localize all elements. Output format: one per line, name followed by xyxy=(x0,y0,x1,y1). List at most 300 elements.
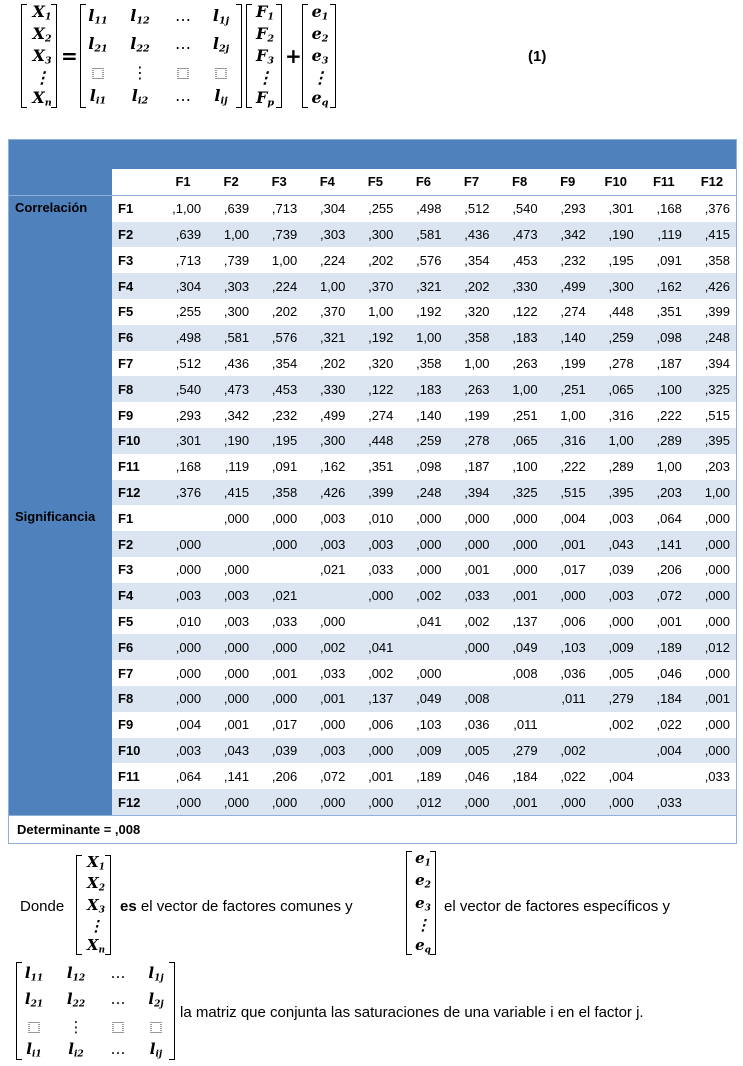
row-label: F10 xyxy=(112,738,159,764)
x-entry: $X_1$ xyxy=(32,2,52,23)
equals-sign: = xyxy=(61,44,78,68)
matrix-cell: ,000 xyxy=(207,686,255,712)
matrix-cell: ,639 xyxy=(159,222,207,248)
matrix-entry: $l_{21}$ xyxy=(24,990,44,1010)
matrix-cell: ,232 xyxy=(271,407,298,423)
column-header: F2 xyxy=(207,169,255,195)
matrix-cell: ,000 xyxy=(464,510,490,526)
matrix-cell: ,358 xyxy=(704,252,730,268)
matrix-cell: ,192 xyxy=(416,304,442,320)
row-label: F9 xyxy=(118,717,134,733)
matrix-cell: ,289 xyxy=(640,428,688,454)
row-label: F10 xyxy=(112,428,159,454)
row-label: F9 xyxy=(118,407,134,423)
bracket-right xyxy=(169,962,175,1060)
matrix-cell: ,358 xyxy=(416,355,442,371)
matrix-table xyxy=(9,169,736,843)
table-row xyxy=(9,531,736,557)
matrix-entry: $l_{12}$ xyxy=(130,6,150,27)
column-header: F8 xyxy=(496,169,544,195)
matrix-cell xyxy=(303,583,351,609)
row-label: F2 xyxy=(112,222,159,248)
x-entry: ⋮ xyxy=(88,916,104,935)
matrix-cell: ,065 xyxy=(592,376,640,402)
matrix-cell: ,041 xyxy=(416,613,442,629)
matrix-entry: $l_{2j}$ xyxy=(212,34,230,55)
matrix-entry: … xyxy=(110,964,126,982)
matrix-cell: ,091 xyxy=(656,252,682,268)
bracket-right xyxy=(430,851,436,955)
matrix-entry: … xyxy=(110,990,126,1008)
matrix-cell: ,168 xyxy=(175,459,202,475)
matrix-entry: … xyxy=(175,6,191,25)
matrix-cell: ,000 xyxy=(496,531,544,557)
matrix-cell: ,000 xyxy=(688,738,736,764)
x-entry: $X_3$ xyxy=(87,895,105,915)
e-entry: ⋮ xyxy=(415,915,431,934)
matrix-cell: ,000 xyxy=(320,717,346,733)
matrix-cell: ,370 xyxy=(320,304,346,320)
matrix-cell: ,000 xyxy=(688,583,736,609)
matrix-entry: $l_{i1}$ xyxy=(89,86,107,107)
matrix-cell: ,515 xyxy=(544,480,592,506)
correlation-matrix-table xyxy=(8,139,737,844)
x-entry: $X_1$ xyxy=(87,853,105,873)
matrix-entry: $l_{i2}$ xyxy=(68,1040,84,1060)
correlation-label: Correlación xyxy=(9,195,112,505)
matrix-cell: ,415 xyxy=(688,222,736,248)
x-entry: ⋮ xyxy=(34,68,50,87)
f-entry: $F_1$ xyxy=(255,2,275,23)
matrix-cell: ,000 xyxy=(159,634,207,660)
es-word: es xyxy=(120,898,137,915)
table-row xyxy=(9,789,736,815)
matrix-cell: ,300 xyxy=(592,273,640,299)
matrix-cell: ,065 xyxy=(496,428,544,454)
matrix-cell: ,039 xyxy=(255,738,303,764)
table-row xyxy=(9,273,736,299)
table-row xyxy=(9,299,736,325)
matrix-cell: ,279 xyxy=(496,738,544,764)
matrix-cell: ,316 xyxy=(608,407,634,423)
matrix-cell: ,000 xyxy=(351,738,399,764)
matrix-cell: ,004 xyxy=(608,768,634,784)
matrix-cell: ,000 xyxy=(175,665,202,681)
e-entry: $e_3$ xyxy=(415,893,431,913)
x-entry: $X_2$ xyxy=(87,874,105,894)
matrix-cell: ,004 xyxy=(560,510,586,526)
matrix-cell: ,251 xyxy=(512,407,538,423)
bracket-right xyxy=(51,4,57,108)
matrix-cell: ,576 xyxy=(416,252,442,268)
matrix-cell: ,011 xyxy=(544,686,592,712)
matrix-cell: ,304 xyxy=(159,273,207,299)
matrix-cell: ,184 xyxy=(640,686,688,712)
table-row xyxy=(9,634,736,660)
matrix-cell: ,064 xyxy=(175,768,202,784)
matrix-cell: ,119 xyxy=(224,459,250,475)
matrix-cell: ,358 xyxy=(447,325,495,351)
matrix-cell xyxy=(688,789,736,815)
matrix-cell: ,000 xyxy=(271,510,298,526)
matrix-cell: ,162 xyxy=(320,459,346,475)
matrix-cell: ,540 xyxy=(159,376,207,402)
matrix-cell: ,301 xyxy=(159,428,207,454)
matrix-entry: $l_{ij}$ xyxy=(214,86,228,107)
f-entry: $F_3$ xyxy=(255,46,275,67)
matrix-cell: ,033 xyxy=(447,583,495,609)
matrix-cell: ,005 xyxy=(608,665,634,681)
matrix-cell: ,001 xyxy=(223,717,250,733)
table-row xyxy=(9,609,736,635)
matrix-cell: ,453 xyxy=(255,376,303,402)
matrix-cell: ,000 xyxy=(704,665,730,681)
matrix-cell: ,141 xyxy=(223,768,250,784)
matrix-cell: ,021 xyxy=(320,562,346,578)
matrix-cell: ,000 xyxy=(223,665,250,681)
column-header: F3 xyxy=(255,169,303,195)
matrix-cell: ,000 xyxy=(704,510,730,526)
matrix-cell: ,002 xyxy=(464,613,490,629)
matrix-cell: ,041 xyxy=(351,634,399,660)
determinant-row xyxy=(9,815,736,843)
matrix-cell xyxy=(592,738,640,764)
matrix-cell: ,303 xyxy=(303,222,351,248)
matrix-cell: ,394 xyxy=(447,480,495,506)
matrix-cell: ,248 xyxy=(688,325,736,351)
factor-vector xyxy=(251,4,279,108)
matrix-cell: ,713 xyxy=(271,201,298,217)
matrix-entry: … xyxy=(175,34,191,53)
matrix-cell: ,049 xyxy=(496,634,544,660)
row-label: F3 xyxy=(118,252,134,268)
matrix-entry: $l_{1j}$ xyxy=(148,964,164,984)
matrix-cell: ,330 xyxy=(303,376,351,402)
matrix-cell: ,000 xyxy=(255,789,303,815)
matrix-cell: ,453 xyxy=(512,252,538,268)
matrix-cell: ,739 xyxy=(255,222,303,248)
matrix-cell: ,187 xyxy=(464,459,490,475)
matrix-cell: 1,00 xyxy=(399,325,447,351)
matrix-entry xyxy=(178,65,189,81)
matrix-cell xyxy=(351,609,399,635)
row-label: F8 xyxy=(112,376,159,402)
corner-cell xyxy=(9,169,112,195)
loadings-matrix xyxy=(80,4,242,108)
matrix-cell: ,189 xyxy=(640,634,688,660)
matrix-cell: ,010 xyxy=(175,613,202,629)
matrix-entry: $l_{ij}$ xyxy=(149,1040,163,1060)
row-label: F2 xyxy=(112,531,159,557)
matrix-cell: ,274 xyxy=(368,407,394,423)
matrix-cell: ,436 xyxy=(447,222,495,248)
matrix-cell: ,119 xyxy=(640,222,688,248)
matrix-cell xyxy=(207,531,255,557)
matrix-cell: ,300 xyxy=(303,428,351,454)
matrix-cell: ,000 xyxy=(223,510,250,526)
matrix-cell: ,000 xyxy=(704,613,730,629)
table-row xyxy=(9,428,736,454)
matrix-entry: $l_{21}$ xyxy=(88,34,108,55)
matrix-cell: ,004 xyxy=(640,738,688,764)
matrix-cell: ,011 xyxy=(513,717,538,733)
matrix-cell: ,448 xyxy=(608,304,634,320)
matrix-cell: ,473 xyxy=(207,376,255,402)
matrix-cell: ,000 xyxy=(416,562,442,578)
matrix-cell: ,263 xyxy=(447,376,495,402)
row-label: F7 xyxy=(118,665,134,681)
matrix-entry xyxy=(29,1020,40,1035)
matrix-cell: ,001 xyxy=(656,613,682,629)
matrix-cell: ,022 xyxy=(656,717,682,733)
matrix-cell: ,003 xyxy=(608,510,634,526)
table-row xyxy=(9,454,736,480)
matrix-cell: ,206 xyxy=(271,768,298,784)
matrix-cell: ,033 xyxy=(704,768,730,784)
matrix-cell: ,199 xyxy=(464,407,490,423)
table-row xyxy=(9,351,736,377)
matrix-cell: ,1,00 xyxy=(172,201,202,217)
matrix-cell: 1,00 xyxy=(496,376,544,402)
matrix-cell: ,499 xyxy=(544,273,592,299)
matrix-cell: ,000 xyxy=(592,789,640,815)
matrix-cell: ,003 xyxy=(320,510,346,526)
matrix-cell: ,046 xyxy=(656,665,682,681)
row-label: F1 xyxy=(118,201,134,217)
matrix-cell: ,293 xyxy=(175,407,202,423)
matrix-cell: ,370 xyxy=(351,273,399,299)
matrix-cell: ,395 xyxy=(592,480,640,506)
x-entry: $X_n$ xyxy=(86,935,106,955)
sentence-1 xyxy=(120,898,353,915)
matrix-cell: ,303 xyxy=(207,273,255,299)
matrix-cell: ,351 xyxy=(368,459,394,475)
e-entry: $e_2$ xyxy=(415,871,431,891)
matrix-entry: … xyxy=(175,86,191,105)
table-row xyxy=(9,738,736,764)
matrix-cell: ,342 xyxy=(544,222,592,248)
matrix-cell: ,183 xyxy=(496,325,544,351)
matrix-cell: ,098 xyxy=(640,325,688,351)
matrix-cell: ,005 xyxy=(447,738,495,764)
x-entry: $X_2$ xyxy=(32,24,52,45)
matrix-cell: ,278 xyxy=(608,355,634,371)
matrix-cell: ,222 xyxy=(656,407,682,423)
row-label: F12 xyxy=(112,789,159,815)
table-row xyxy=(9,660,736,686)
matrix-cell: ,183 xyxy=(399,376,447,402)
matrix-cell: ,189 xyxy=(416,768,442,784)
matrix-cell: ,046 xyxy=(464,768,490,784)
table-row xyxy=(9,376,736,402)
row-label: F11 xyxy=(118,768,140,784)
matrix-cell: ,499 xyxy=(320,407,346,423)
matrix-cell: ,184 xyxy=(512,768,538,784)
matrix-cell: ,342 xyxy=(223,407,250,423)
matrix-cell: ,049 xyxy=(399,686,447,712)
matrix-cell: ,036 xyxy=(464,717,490,733)
matrix-cell: ,316 xyxy=(544,428,592,454)
matrix-cell: ,330 xyxy=(496,273,544,299)
matrix-entry xyxy=(151,1020,162,1035)
row-label: F8 xyxy=(112,686,159,712)
matrix-cell: ,251 xyxy=(544,376,592,402)
matrix-cell: ,000 xyxy=(159,686,207,712)
f-entry: $F_p$ xyxy=(255,88,275,109)
matrix-cell: ,436 xyxy=(223,355,250,371)
row-label: F12 xyxy=(112,480,159,506)
matrix-cell: ,187 xyxy=(656,355,682,371)
matrix-cell: ,000 xyxy=(159,531,207,557)
matrix-cell: ,003 xyxy=(159,583,207,609)
row-label: F5 xyxy=(118,304,134,320)
matrix-cell: ,103 xyxy=(416,717,442,733)
matrix-cell: ,278 xyxy=(447,428,495,454)
matrix-cell: ,321 xyxy=(303,325,351,351)
column-header: F11 xyxy=(640,169,688,195)
equation-number: (1) xyxy=(528,48,547,65)
matrix-cell: ,448 xyxy=(351,428,399,454)
column-header: F7 xyxy=(447,169,495,195)
matrix-cell: ,300 xyxy=(223,304,250,320)
matrix-cell: ,358 xyxy=(255,480,303,506)
matrix-cell: ,304 xyxy=(320,201,346,217)
matrix-cell: ,036 xyxy=(560,665,586,681)
matrix-cell: ,000 xyxy=(704,562,730,578)
matrix-cell: ,021 xyxy=(255,583,303,609)
matrix-cell: ,255 xyxy=(368,201,394,217)
e-entry: $e_1$ xyxy=(415,849,431,869)
matrix-cell xyxy=(399,634,447,660)
matrix-cell: ,576 xyxy=(255,325,303,351)
matrix-cell: ,000 xyxy=(320,613,346,629)
matrix-cell: ,498 xyxy=(416,201,442,217)
table-row xyxy=(9,325,736,351)
table-row xyxy=(9,480,736,506)
column-header: F1 xyxy=(159,169,207,195)
matrix-cell: ,202 xyxy=(320,355,346,371)
table-row xyxy=(9,712,736,738)
matrix-cell xyxy=(447,660,495,686)
f-entry: ⋮ xyxy=(257,68,273,87)
matrix-entry: $l_{22}$ xyxy=(66,990,86,1010)
matrix-cell: ,289 xyxy=(608,459,634,475)
matrix-cell: ,399 xyxy=(351,480,399,506)
matrix-cell: ,190 xyxy=(207,428,255,454)
matrix-entry: $l_{i1}$ xyxy=(26,1040,42,1060)
matrix-cell: ,098 xyxy=(416,459,442,475)
matrix-cell: ,222 xyxy=(560,459,586,475)
matrix-cell: ,012 xyxy=(688,634,736,660)
row-label: F3 xyxy=(118,562,134,578)
e-entry: $e_q$ xyxy=(415,935,431,955)
matrix-entry: $l_{12}$ xyxy=(66,964,86,984)
matrix-entry: ⋮ xyxy=(68,1018,84,1036)
matrix-cell: 1,00 xyxy=(560,407,586,423)
loadings-matrix-inline xyxy=(16,962,176,1060)
donde-text: Donde xyxy=(20,898,65,915)
matrix-cell: ,002 xyxy=(368,665,394,681)
matrix-cell: ,008 xyxy=(447,686,495,712)
matrix-cell: ,000 xyxy=(447,531,495,557)
table-row xyxy=(9,557,736,583)
matrix-cell: ,137 xyxy=(351,686,399,712)
significance-label: Significancia xyxy=(9,505,112,815)
matrix-cell: ,017 xyxy=(560,562,586,578)
matrix-cell: ,002 xyxy=(608,717,634,733)
matrix-cell: ,000 xyxy=(255,686,303,712)
matrix-cell: ,426 xyxy=(303,480,351,506)
matrix-cell: ,255 xyxy=(175,304,202,320)
column-header: F5 xyxy=(351,169,399,195)
matrix-cell: ,064 xyxy=(656,510,682,526)
matrix-entry: $l_{2j}$ xyxy=(148,990,164,1010)
matrix-cell: ,000 xyxy=(447,634,495,660)
matrix-cell: ,202 xyxy=(447,273,495,299)
matrix-cell: ,279 xyxy=(592,686,640,712)
matrix-cell: ,001 xyxy=(496,789,544,815)
matrix-cell: ,300 xyxy=(351,222,399,248)
matrix-cell: ,004 xyxy=(175,717,202,733)
matrix-cell: ,001 xyxy=(496,583,544,609)
matrix-cell: ,426 xyxy=(688,273,736,299)
matrix-cell: 1,00 xyxy=(271,252,298,268)
matrix-cell: ,376 xyxy=(704,201,730,217)
matrix-cell: ,000 xyxy=(608,613,634,629)
matrix-cell: ,000 xyxy=(175,562,202,578)
matrix-cell: ,008 xyxy=(512,665,538,681)
matrix-cell: ,202 xyxy=(368,252,394,268)
matrix-cell: ,000 xyxy=(399,531,447,557)
table-row xyxy=(9,763,736,789)
matrix-cell: ,325 xyxy=(496,480,544,506)
row-label: F4 xyxy=(112,583,159,609)
matrix-cell: 1,00 xyxy=(303,273,351,299)
matrix-cell: ,399 xyxy=(704,304,730,320)
matrix-cell: ,320 xyxy=(464,304,490,320)
table-row xyxy=(9,402,736,428)
matrix-cell: ,000 xyxy=(255,634,303,660)
matrix-cell: ,100 xyxy=(512,459,538,475)
matrix-cell: ,003 xyxy=(351,531,399,557)
matrix-cell: ,274 xyxy=(560,304,586,320)
matrix-entry: $l_{i2}$ xyxy=(131,86,149,107)
matrix-cell: ,072 xyxy=(640,583,688,609)
matrix-cell: ,354 xyxy=(464,252,490,268)
matrix-entry xyxy=(216,65,227,81)
matrix-cell: ,002 xyxy=(303,634,351,660)
row-label: F5 xyxy=(118,613,134,629)
matrix-cell: ,043 xyxy=(592,531,640,557)
matrix-cell: ,000 xyxy=(447,789,495,815)
matrix-cell: ,224 xyxy=(255,273,303,299)
matrix-cell: ,259 xyxy=(592,325,640,351)
matrix-cell: ,003 xyxy=(159,738,207,764)
x-entry: $X_3$ xyxy=(32,46,52,67)
matrix-cell: ,122 xyxy=(351,376,399,402)
matrix-entry: ⋮ xyxy=(132,63,148,82)
matrix-cell: ,202 xyxy=(271,304,298,320)
text-common-factors: el vector de factores comunes y xyxy=(140,898,353,915)
e-entry: $e_1$ xyxy=(311,2,329,23)
matrix-cell: ,739 xyxy=(223,252,250,268)
matrix-cell: ,091 xyxy=(271,459,298,475)
matrix-cell: ,001 xyxy=(271,665,298,681)
matrix-cell: ,043 xyxy=(207,738,255,764)
table-row xyxy=(9,583,736,609)
matrix-cell: ,203 xyxy=(704,459,730,475)
matrix-cell: ,581 xyxy=(207,325,255,351)
